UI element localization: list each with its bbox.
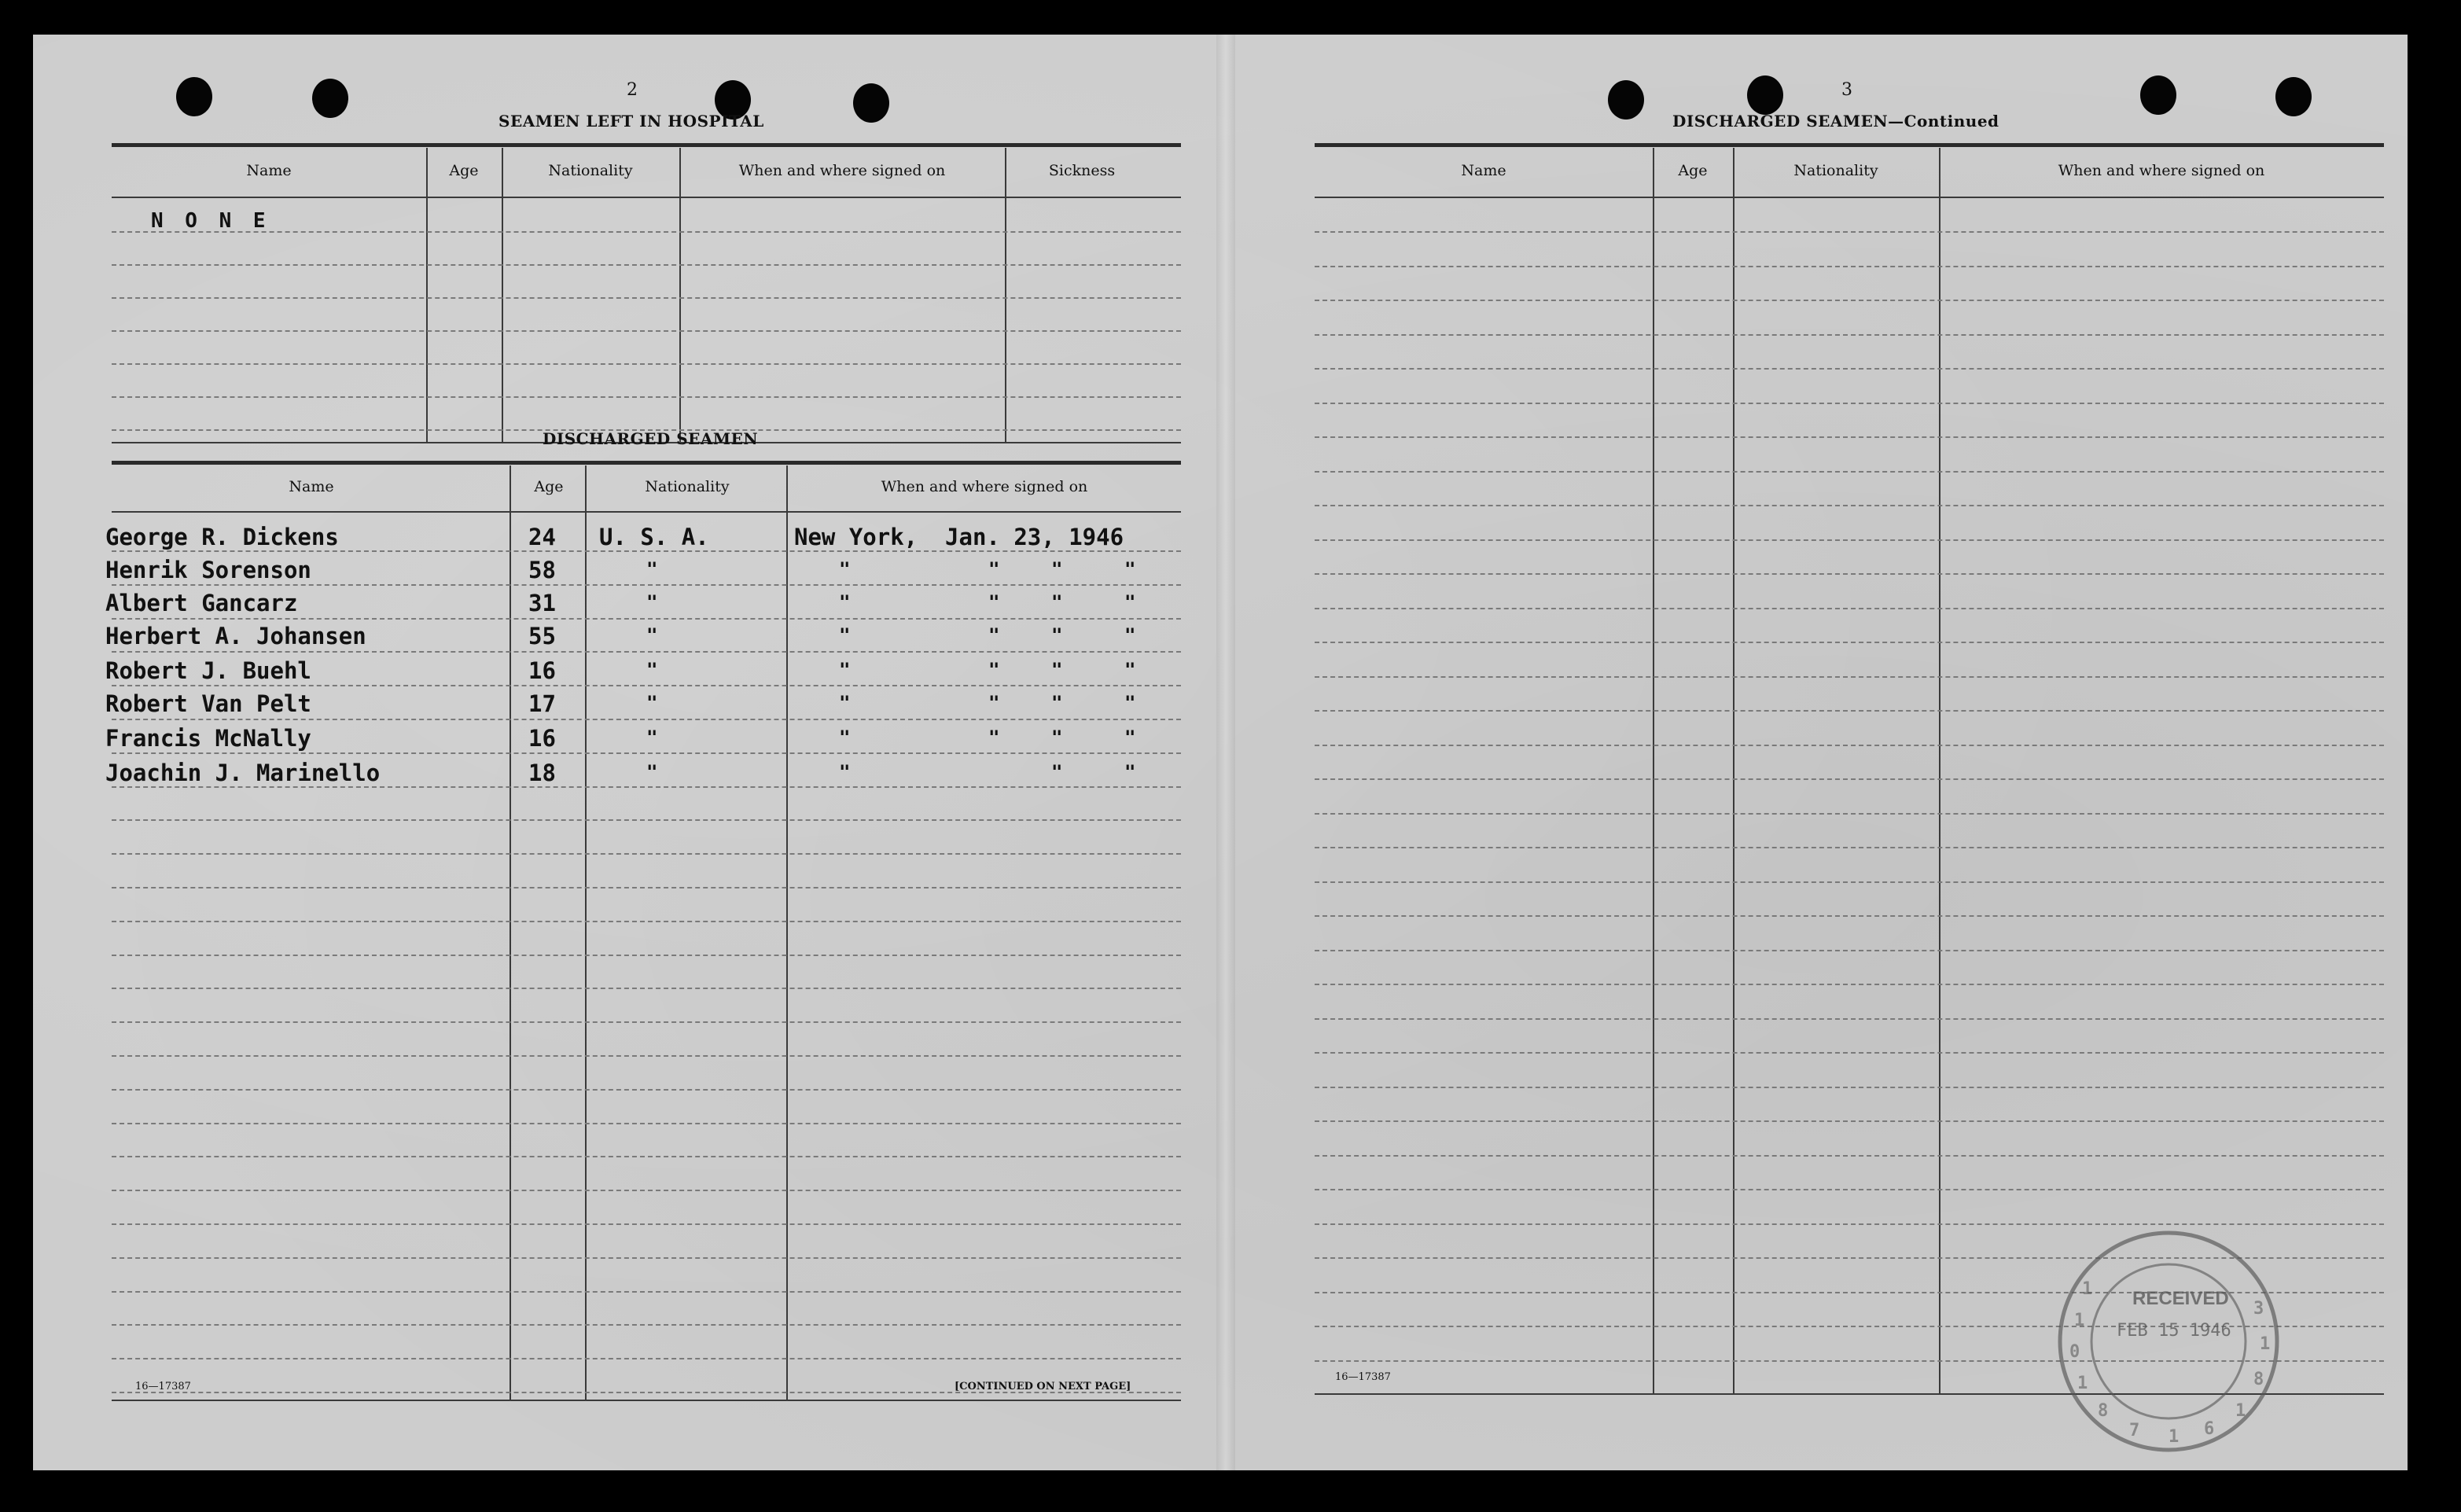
seaman-signed-on: " <box>839 558 851 580</box>
seaman-signed-on: " <box>839 761 851 783</box>
ruled-line <box>1315 1189 2384 1190</box>
stamp-seal-icon <box>2051 1223 2286 1459</box>
ruled-line <box>112 988 1181 989</box>
ruled-line <box>1315 813 2384 815</box>
seaman-signed-on: " <box>839 692 851 714</box>
seaman-name: Robert Van Pelt <box>105 690 311 717</box>
stamp-received-text: RECEIVED <box>2132 1288 2229 1309</box>
ruled-line <box>112 955 1181 956</box>
right-col-name: Name <box>1461 162 1506 179</box>
seaman-name: Francis McNally <box>105 725 311 752</box>
seaman-signed-on-ditto: " <box>1051 761 1063 783</box>
ruled-line <box>112 1089 1181 1091</box>
seaman-signed-on-ditto: " <box>988 727 1000 749</box>
discharged-col-nationality: Nationality <box>645 478 730 495</box>
seaman-signed-on-ditto: " <box>1051 692 1063 714</box>
hospital-section-title: SEAMEN LEFT IN HOSPITAL <box>498 112 764 131</box>
svg-text:7: 7 <box>2129 1421 2140 1440</box>
ruled-line <box>1315 573 2384 575</box>
seaman-signed-on: New York, Jan. 23, 1946 <box>794 524 1124 550</box>
seaman-signed-on: " <box>839 659 851 681</box>
seaman-signed-on-ditto: " <box>1124 659 1136 681</box>
punch-hole <box>2275 77 2312 116</box>
seaman-nationality: " <box>646 624 658 646</box>
seaman-age: 16 <box>528 725 556 752</box>
seaman-signed-on-ditto: " <box>988 692 1000 714</box>
seaman-nationality: " <box>646 692 658 714</box>
ruled-line <box>1315 1120 2384 1122</box>
hospital-col-name: Name <box>246 162 292 179</box>
discharged-col-signed: When and where signed on <box>881 478 1088 495</box>
ruled-line <box>1315 266 2384 267</box>
ruled-line <box>1315 984 2384 985</box>
seaman-signed-on-ditto: " <box>1051 659 1063 681</box>
ruled-line <box>112 1257 1181 1259</box>
ruled-line <box>1315 881 2384 883</box>
ruled-line <box>112 1358 1181 1359</box>
seaman-age: 58 <box>528 557 556 583</box>
svg-text:0: 0 <box>2069 1342 2080 1362</box>
seaman-nationality: " <box>646 761 658 783</box>
ruled-line <box>112 1055 1181 1057</box>
ruled-line <box>1315 471 2384 473</box>
ruled-line <box>112 584 1181 586</box>
ruled-line <box>1315 539 2384 541</box>
seaman-signed-on-ditto: " <box>1124 761 1136 783</box>
ruled-line <box>1315 847 2384 848</box>
seaman-signed-on-ditto: " <box>1124 692 1136 714</box>
seaman-signed-on-ditto: " <box>1124 624 1136 646</box>
seaman-nationality: " <box>646 558 658 580</box>
ruled-line <box>112 887 1181 888</box>
ruled-line <box>1315 403 2384 404</box>
seaman-signed-on-ditto: " <box>1124 727 1136 749</box>
hospital-col-nationality: Nationality <box>548 162 633 179</box>
ruled-line <box>1315 950 2384 951</box>
seaman-name: Albert Gancarz <box>105 590 298 616</box>
ruled-line <box>1315 505 2384 506</box>
discharged-col-name: Name <box>289 478 334 495</box>
ruled-line <box>1315 334 2384 336</box>
left-form-number: 16—17387 <box>135 1381 191 1392</box>
punch-hole <box>853 83 889 123</box>
ruled-line <box>112 921 1181 922</box>
discharged-section-title: DISCHARGED SEAMEN <box>543 429 759 448</box>
seaman-age: 17 <box>528 690 556 717</box>
ruled-line <box>1315 778 2384 780</box>
ruled-line <box>1315 676 2384 678</box>
seaman-nationality: " <box>646 727 658 749</box>
stamp-date-text: FEB 15 1946 <box>2117 1321 2231 1341</box>
svg-text:3: 3 <box>2253 1299 2264 1319</box>
ruled-line <box>112 819 1181 821</box>
ruled-line <box>112 618 1181 620</box>
ruled-line <box>112 1021 1181 1023</box>
ruled-line <box>1315 436 2384 438</box>
seaman-signed-on-ditto: " <box>988 558 1000 580</box>
ruled-line <box>112 752 1181 754</box>
seaman-name: Joachin J. Marinello <box>105 760 381 786</box>
ruled-line <box>1315 608 2384 609</box>
right-section-title <box>1672 112 1999 131</box>
seaman-nationality: U. S. A. <box>599 524 709 550</box>
ruled-line <box>112 1190 1181 1191</box>
seaman-age: 24 <box>528 524 556 550</box>
punch-hole <box>2140 75 2176 115</box>
right-col-signed: When and where signed on <box>2058 162 2265 179</box>
svg-text:6: 6 <box>2204 1419 2215 1439</box>
ruled-line <box>112 1223 1181 1225</box>
received-stamp <box>2051 1223 2286 1459</box>
seaman-signed-on-ditto: " <box>988 591 1000 613</box>
seaman-name: Herbert A. Johansen <box>105 623 366 649</box>
punch-hole <box>312 79 348 118</box>
punch-hole <box>1608 80 1644 120</box>
ruled-line <box>1315 710 2384 712</box>
seaman-age: 31 <box>528 590 556 616</box>
ruled-line <box>1315 368 2384 370</box>
hospital-col-sickness: Sickness <box>1048 162 1116 179</box>
ruled-line <box>1315 1052 2384 1054</box>
right-col-nationality: Nationality <box>1793 162 1878 179</box>
document-sheet <box>33 35 2408 1470</box>
ruled-line <box>112 853 1181 855</box>
ruled-line <box>112 550 1181 552</box>
seaman-signed-on-ditto: " <box>1051 727 1063 749</box>
seaman-signed-on-ditto: " <box>988 659 1000 681</box>
ruled-line <box>1315 1087 2384 1088</box>
svg-text:1: 1 <box>2169 1427 2180 1447</box>
seaman-signed-on-ditto: " <box>988 624 1000 646</box>
seaman-signed-on: " <box>839 727 851 749</box>
seaman-signed-on: " <box>839 624 851 646</box>
ruled-line <box>112 1291 1181 1293</box>
seaman-signed-on-ditto: " <box>1124 591 1136 613</box>
seaman-name: Henrik Sorenson <box>105 557 311 583</box>
seaman-signed-on-ditto: " <box>1051 624 1063 646</box>
left-page-number: 2 <box>627 80 638 100</box>
right-form-number: 16—17387 <box>1335 1371 1391 1383</box>
ruled-line <box>112 1123 1181 1124</box>
svg-text:1: 1 <box>2077 1374 2088 1393</box>
seaman-signed-on-ditto: " <box>1124 558 1136 580</box>
seaman-name: George R. Dickens <box>105 524 339 550</box>
hospital-none-entry: N O N E <box>151 209 270 233</box>
ruled-line <box>112 685 1181 686</box>
svg-text:1: 1 <box>2260 1334 2271 1354</box>
hospital-col-signed: When and where signed on <box>738 162 946 179</box>
ruled-line <box>1315 300 2384 301</box>
right-title-main: DISCHARGED SEAMEN <box>1672 112 1889 131</box>
right-page-number: 3 <box>1841 80 1852 100</box>
right-col-age: Age <box>1678 162 1708 179</box>
discharged-col-age: Age <box>534 478 564 495</box>
page-fold <box>1216 35 1235 1470</box>
seaman-signed-on-ditto: " <box>1051 591 1063 613</box>
seaman-age: 55 <box>528 623 556 649</box>
ruled-line <box>1315 915 2384 917</box>
svg-text:8: 8 <box>2098 1401 2109 1421</box>
punch-hole <box>176 77 212 116</box>
ruled-line <box>1315 745 2384 746</box>
ruled-line <box>112 1324 1181 1326</box>
ruled-line <box>1315 1155 2384 1157</box>
ruled-line <box>112 1156 1181 1157</box>
ruled-line <box>112 651 1181 653</box>
svg-text:1: 1 <box>2235 1401 2246 1421</box>
hospital-col-age: Age <box>449 162 479 179</box>
seaman-signed-on-ditto: " <box>1051 558 1063 580</box>
seaman-name: Robert J. Buehl <box>105 657 311 684</box>
continued-footnote: [CONTINUED ON NEXT PAGE] <box>955 1381 1131 1392</box>
svg-text:1: 1 <box>2082 1279 2093 1299</box>
seaman-age: 18 <box>528 760 556 786</box>
seaman-signed-on: " <box>839 591 851 613</box>
seaman-age: 16 <box>528 657 556 684</box>
ruled-line <box>112 719 1181 720</box>
ruled-line <box>1315 231 2384 233</box>
ruled-line <box>1315 642 2384 643</box>
seaman-nationality: " <box>646 659 658 681</box>
seaman-nationality: " <box>646 591 658 613</box>
right-title-suffix: —Continued <box>1888 112 1999 131</box>
svg-text:1: 1 <box>2074 1311 2085 1330</box>
svg-text:8: 8 <box>2253 1370 2264 1389</box>
punch-hole <box>1747 75 1783 115</box>
ruled-line <box>1315 1018 2384 1020</box>
